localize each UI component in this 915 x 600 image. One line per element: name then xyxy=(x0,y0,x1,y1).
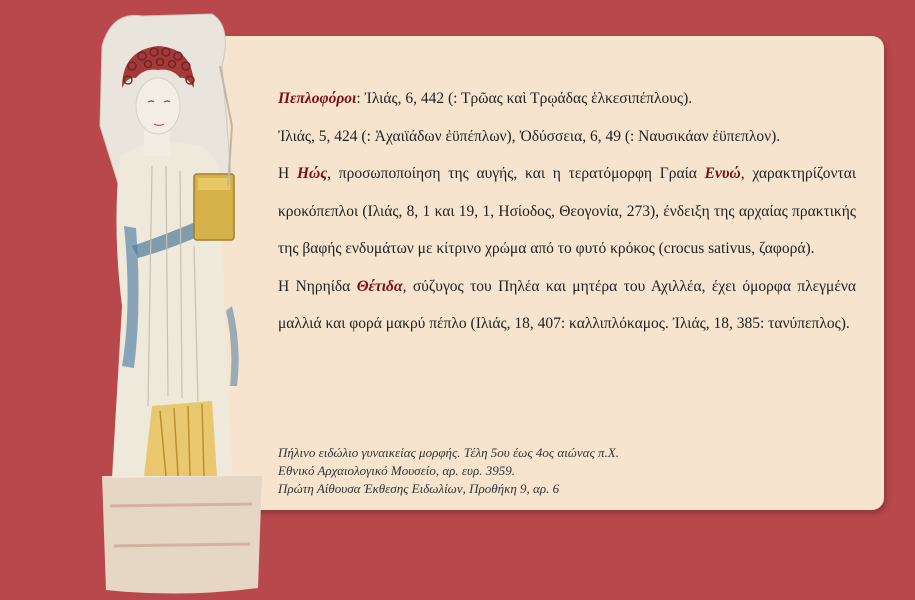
paragraph-4-start: Η Νηρηίδα xyxy=(278,277,357,295)
paragraph-2-text: Ἰλιάς, 5, 424 (: Ἀχαιϊάδων ἐϋπέπλων), Ὀδύσσεια, 6, 49 (: Ναυσικάαν ἐϋπεπλον). xyxy=(278,127,781,145)
paragraph-1-text: : Ἰλιάς, 6, 442 (: Τρῶας καὶ Τρῳάδας ἑλκεσιπέπλους). xyxy=(356,90,693,107)
caption-line-1: Πήλινο ειδώλιο γυναικείας μορφής. Τέλη 5ου έως 4ος αιώνας π.Χ. xyxy=(278,445,619,460)
paragraph-thetis xyxy=(278,268,856,343)
term-enyo: Ενυώ xyxy=(704,165,741,182)
paragraph-4-end: , σύζυγος του Πηλέα και μητέρα του Αχιλλέα, έχει όμορφα πλεγμένα μαλλιά και φορά μακρύ πέπλο (Ιλιάς, 18, 407: καλλιπλόκαμος. Ἰλιάς, 18, 385: τανύπεπλος). xyxy=(278,277,856,332)
paragraph-peplophoroi xyxy=(278,80,856,118)
paragraph-eos xyxy=(278,155,856,268)
term-eos: Ηώς xyxy=(296,165,328,182)
term-peplophoroi: Πεπλοφόροι xyxy=(278,90,357,107)
caption-line-2: Εθνικό Αρχαιολογικό Μουσείο, αρ. ευρ. 3959. xyxy=(278,463,515,478)
caption-line-3: Πρώτη Αίθουσα Έκθεσης Ειδωλίων, Προθήκη 9, αρ. 6 xyxy=(278,481,560,496)
main-text xyxy=(278,80,856,343)
paragraph-3-middle: , προσωποποίηση της αυγής, και η τερατόμορφη Γραία xyxy=(327,165,705,182)
term-thetis: Θέτιδα xyxy=(356,277,403,295)
paragraph-3-start: Η xyxy=(278,165,297,182)
paragraph-3-end: , χαρακτηρίζονται κροκόπεπλοι (Ιλιάς, 8, 1 και 19, 1, Ησίοδος, Θεογονία, 273), ένδειξη της αρχαίας πρακτικής της βαφής ενδυμάτων με κίτρινο χρώμα από το φυτό κρόκος (crocus sativus, ζαφορά). xyxy=(278,165,857,257)
paragraph-iliad xyxy=(278,118,856,156)
terracotta-figurine-image xyxy=(82,6,278,598)
image-caption xyxy=(278,444,838,498)
